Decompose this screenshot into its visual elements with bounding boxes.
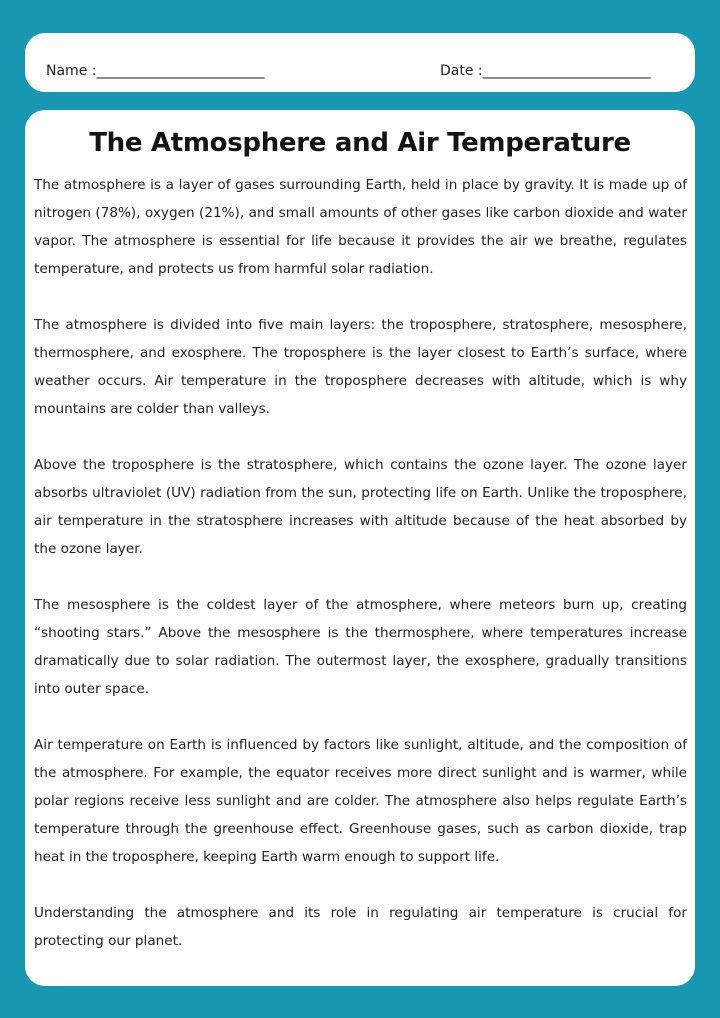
paragraph: Air temperature on Earth is influenced by factors like sunlight, altitude, and the composition of the atmosphere. For example, the equator receives more direct sunlight and is warmer, while polar regions receive less sunlight and are colder. The atmosphere also helps regulate Earth’s temperature through the greenhouse effect. Greenhouse gases, such as carbon dioxide, trap heat in the troposphere, keeping Earth warm enough to support life.: [34, 737, 687, 865]
worksheet-card: [25, 110, 695, 986]
paragraph: The mesosphere is the coldest layer of the atmosphere, where meteors burn up, creating “shooting stars.” Above the mesosphere is the thermosphere, where temperatures increase dramatically due to solar radiation. The outermost layer, the exosphere, gradually transitions into outer space.: [34, 597, 687, 697]
paragraph: The atmosphere is a layer of gases surrounding Earth, held in place by gravity. It is made up of nitrogen (78%), oxygen (21%), and small amounts of other gases like carbon dioxide and water vapor. The atmosphere is essential for life because it provides the air we breathe, regulates temperature, and protects us from harmful solar radiation.: [34, 177, 687, 277]
name-field[interactable]: Name :________________________: [46, 63, 265, 79]
paragraph: The atmosphere is divided into five main layers: the troposphere, stratosphere, mesosphere, thermosphere, and exosphere. The troposphere is the layer closest to Earth’s surface, where weather occurs. Air temperature in the troposphere decreases with altitude, which is why mountains are colder than valleys.: [34, 317, 687, 417]
paragraph: Above the troposphere is the stratosphere, which contains the ozone layer. The ozone layer absorbs ultraviolet (UV) radiation from the sun, protecting life on Earth. Unlike the troposphere, air temperature in the stratosphere increases with altitude because of the heat absorbed by the ozone layer.: [34, 457, 687, 557]
worksheet-body: [34, 171, 687, 955]
header-card: [25, 33, 695, 92]
date-field[interactable]: Date :________________________: [440, 63, 651, 79]
paragraph: Understanding the atmosphere and its role in regulating air temperature is crucial for protecting our planet.: [34, 905, 687, 949]
page-title: The Atmosphere and Air Temperature: [89, 128, 631, 158]
